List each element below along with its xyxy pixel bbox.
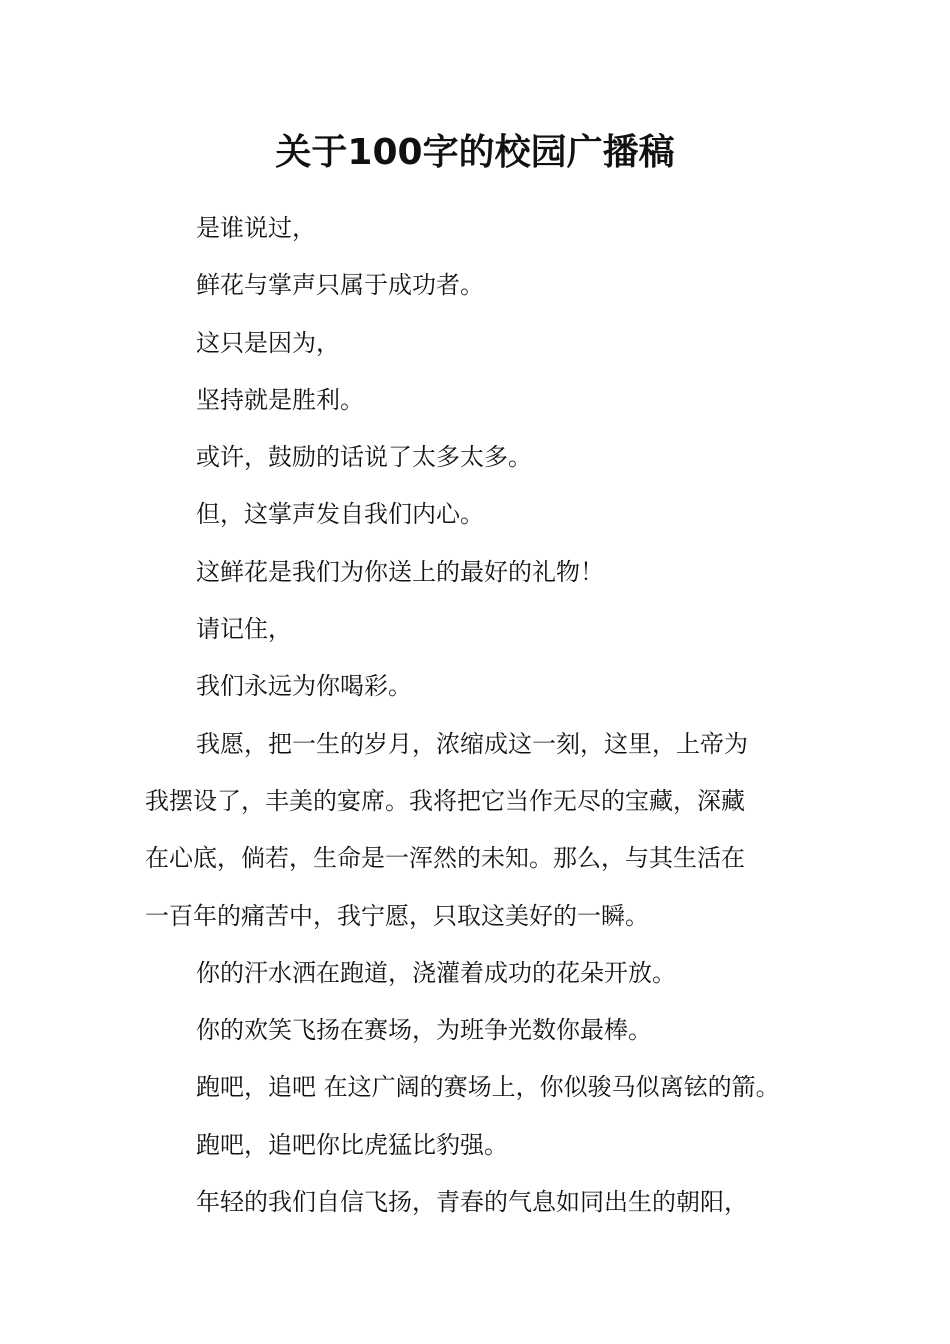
text-line: 年轻的我们自信飞扬，青春的气息如同出生的朝阳， — [196, 1188, 748, 1217]
text-line: 跑吧，追吧 在这广阔的赛场上，你似骏马似离铉的箭。 — [196, 1073, 780, 1102]
text-line: 请记住， — [196, 615, 292, 644]
text-line: 或许，鼓励的话说了太多太多。 — [196, 443, 532, 472]
text-line: 一百年的痛苦中，我宁愿，只取这美好的一瞬。 — [145, 901, 649, 930]
text-line: 这鲜花是我们为你送上的最好的礼物！ — [196, 557, 604, 586]
text-line: 你的欢笑飞扬在赛场，为班争光数你最棒。 — [196, 1016, 652, 1045]
text-line: 我们永远为你喝彩。 — [196, 672, 412, 701]
text-line: 我愿，把一生的岁月，浓缩成这一刻，这里，上帝为 — [196, 729, 748, 758]
text-line: 是谁说过， — [196, 214, 316, 242]
text-line: 你的汗水洒在跑道，浇灌着成功的花朵开放。 — [196, 958, 676, 987]
text-line: 我摆设了，丰美的宴席。我将把它当作无尽的宝藏，深藏 — [145, 786, 745, 815]
text-line: 鲜花与掌声只属于成功者。 — [196, 271, 484, 300]
text-line: 跑吧，追吧你比虎猛比豹强。 — [196, 1130, 508, 1159]
text-line: 在心底，倘若，生命是一浑然的未知。那么，与其生活在 — [145, 844, 745, 873]
text-line: 坚持就是胜利。 — [196, 385, 364, 414]
document-body — [145, 200, 815, 1231]
text-line: 但，这掌声发自我们内心。 — [196, 500, 484, 529]
text-line: 这只是因为， — [196, 328, 340, 357]
document-title: 关于100字的校园广播稿 — [275, 132, 675, 173]
